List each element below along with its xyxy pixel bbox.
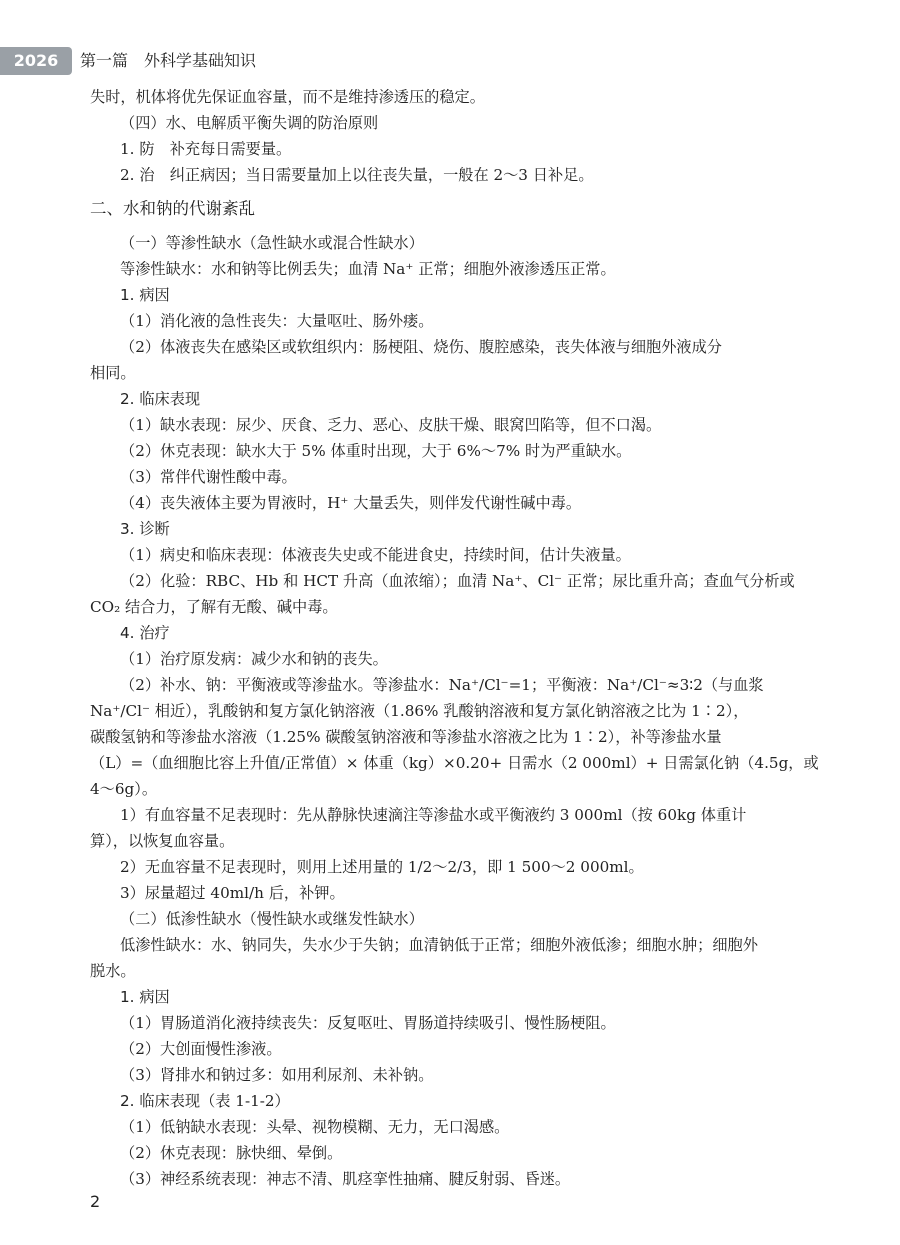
item-heading: 3. 诊断 — [120, 520, 170, 538]
list-item: 3）尿量超过 40ml/h 后，补钾。 — [120, 884, 345, 902]
list-item: （4）丧失液体主要为胃液时，H⁺ 大量丢失，则伴发代谢性碱中毒。 — [120, 494, 582, 512]
paragraph-line: Na⁺/Cl⁻ 相近），乳酸钠和复方氯化钠溶液（1.86% 乳酸钠溶液和复方氯化钠溶液之比为 1∶2）， — [90, 702, 749, 720]
page-body — [90, 84, 819, 1192]
list-item: （2）补水、钠：平衡液或等渗盐水。等渗盐水：Na⁺/Cl⁻=1；平衡液：Na⁺/Cl⁻≈3∶2（与血浆 — [120, 676, 764, 694]
list-item: （3）肾排水和钠过多：如用利尿剂、未补钠。 — [120, 1066, 434, 1084]
paragraph-line: 脱水。 — [90, 962, 136, 980]
list-item: （1）消化液的急性丧失：大量呕吐、肠外瘘。 — [120, 312, 434, 330]
list-item: 1）有血容量不足表现时：先从静脉快速滴注等渗盐水或平衡液约 3 000ml（按 60kg 体重计 — [120, 806, 747, 824]
year-tab: 2026 — [0, 47, 72, 75]
list-item-text: 1. 防 补充每日需要量。 — [120, 140, 292, 158]
item-heading — [90, 1088, 810, 1114]
paragraph-line: 相同。 — [90, 364, 136, 382]
subsection-title: （一）等渗性缺水 — [120, 234, 242, 252]
list-item: （3）常伴代谢性酸中毒。 — [120, 468, 297, 486]
chapter-section-heading: 二、水和钠的代谢紊乱 — [90, 199, 255, 218]
list-item — [90, 136, 810, 162]
item-heading: 1. 病因 — [120, 286, 170, 304]
paragraph-line: CO₂ 结合力，了解有无酸、碱中毒。 — [90, 598, 338, 616]
list-item-text: 2. 治 纠正病因；当日需要量加上以往丧失量，一般在 2～3 日补足。 — [120, 166, 594, 184]
paragraph-line: 失时，机体将优先保证血容量，而不是维持渗透压的稳定。 — [90, 88, 485, 106]
page-number: 2 — [90, 1192, 101, 1211]
subsection-title: （二）低渗性缺水 — [120, 910, 242, 928]
paragraph-line: 算），以恢复血容量。 — [90, 832, 235, 850]
item-heading: 2. 临床表现 — [120, 390, 201, 408]
list-item: （1）胃肠道消化液持续丧失：反复呕吐、胃肠道持续吸引、慢性肠梗阻。 — [120, 1014, 616, 1032]
item-heading: 1. 病因 — [120, 988, 170, 1006]
list-item: （2）化验：RBC、Hb 和 HCT 升高（血浓缩）；血清 Na⁺、Cl⁻ 正常；尿比重升高；查血气分析或 — [120, 572, 795, 590]
list-item: （1）病史和临床表现：体液丧失史或不能进食史，持续时间，估计失液量。 — [120, 546, 631, 564]
list-item: （2）体液丧失在感染区或软组织内：肠梗阻、烧伤、腹腔感染，丧失体液与细胞外液成分 — [120, 338, 722, 356]
list-item: （2）休克表现：脉快细、晕倒。 — [120, 1144, 343, 1162]
paragraph-line: （L）=（血细胞比容上升值/正常值）× 体重（kg）×0.20+ 日需水（2 000ml）+ 日需氯化钠（4.5g，或 — [90, 754, 819, 772]
page-header — [0, 0, 900, 84]
paragraph-line: 等渗性缺水：水和钠等比例丢失；血清 Na⁺ 正常；细胞外液渗透压正常。 — [120, 260, 616, 278]
list-item: 2）无血容量不足表现时，则用上述用量的 1/2～2/3，即 1 500～2 000ml。 — [120, 858, 644, 876]
chapter-title: 第一篇 外科学基础知识 — [80, 51, 257, 70]
table-reference: （表 1-1-2） — [200, 1092, 290, 1110]
item-heading-text: 2. 临床表现 — [120, 1092, 201, 1110]
subsection-heading — [90, 906, 810, 932]
paragraph-line: 4～6g）。 — [90, 780, 158, 798]
subsection-note: （慢性缺水或继发性缺水） — [241, 910, 424, 928]
list-item: （1）低钠缺水表现：头晕、视物模糊、无力，无口渴感。 — [120, 1118, 510, 1136]
list-item: （2）休克表现：缺水大于 5% 体重时出现，大于 6%～7% 时为严重缺水。 — [120, 442, 632, 460]
subsection-heading — [90, 230, 810, 256]
section-heading: （四）水、电解质平衡失调的防治原则 — [120, 114, 379, 132]
list-item: （3）神经系统表现：神志不清、肌痉挛性抽痛、腱反射弱、昏迷。 — [120, 1170, 571, 1188]
paragraph-line: 低渗性缺水：水、钠同失，失水少于失钠；血清钠低于正常；细胞外液低渗；细胞水肿；细胞外 — [120, 936, 758, 954]
list-item: （2）大创面慢性渗液。 — [120, 1040, 282, 1058]
list-item — [90, 162, 810, 188]
item-heading: 4. 治疗 — [120, 624, 170, 642]
subsection-note: （急性缺水或混合性缺水） — [241, 234, 424, 252]
list-item: （1）治疗原发病：减少水和钠的丧失。 — [120, 650, 388, 668]
paragraph-line: 碳酸氢钠和等渗盐水溶液（1.25% 碳酸氢钠溶液和等渗盐水溶液之比为 1∶2），补等渗盐水量 — [90, 728, 722, 746]
list-item: （1）缺水表现：尿少、厌食、乏力、恶心、皮肤干燥、眼窝凹陷等，但不口渴。 — [120, 416, 662, 434]
